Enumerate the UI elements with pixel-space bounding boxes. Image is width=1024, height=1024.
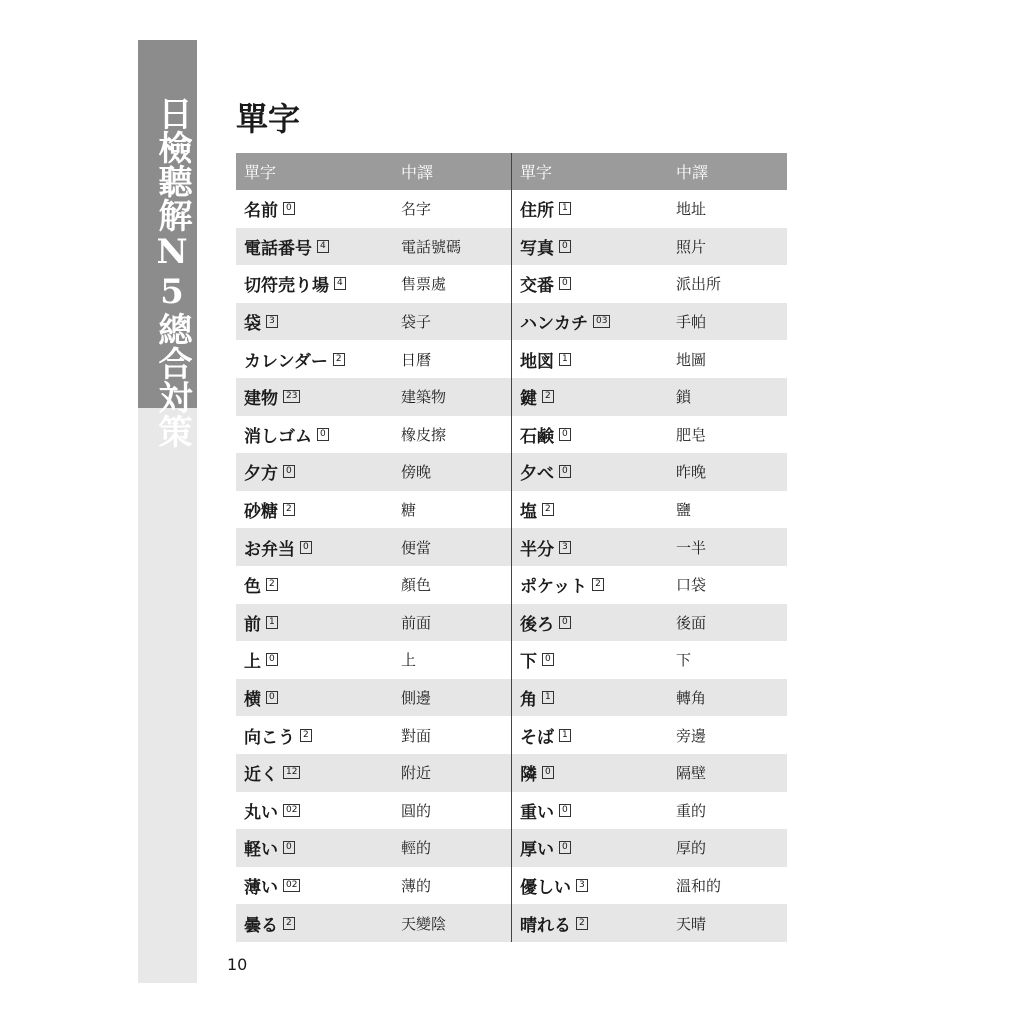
left-translation-cell <box>393 491 511 529</box>
side-title: 日檢聽解N5總合対策 <box>152 96 192 448</box>
left-translation-cell <box>393 340 511 378</box>
translation-text: 照片 <box>676 237 707 256</box>
right-word-cell <box>511 378 668 416</box>
accent-mark: 3 <box>266 315 278 328</box>
right-word-cell <box>511 679 668 717</box>
accent-mark: 0 <box>300 541 312 554</box>
accent-mark: 3 <box>559 541 571 554</box>
right-translation-cell <box>668 792 787 830</box>
right-translation-cell <box>668 491 787 529</box>
accent-mark: 0 <box>317 428 329 441</box>
vocab-word: 上 <box>244 652 261 673</box>
vocab-word: 塩 <box>520 502 537 523</box>
right-word-cell <box>511 754 668 792</box>
translation-text: 溫和的 <box>676 876 722 895</box>
left-translation-cell <box>393 867 511 905</box>
right-word-cell <box>511 303 668 341</box>
vocab-word: 名前 <box>244 201 278 222</box>
right-word-cell <box>511 904 668 942</box>
vocab-word: 電話番号 <box>244 238 312 259</box>
right-translation-cell <box>668 754 787 792</box>
left-translation-cell <box>393 829 511 867</box>
vocab-word: 色 <box>244 577 261 598</box>
translation-text: 天變陰 <box>401 914 447 933</box>
table-row <box>236 716 787 754</box>
right-translation-cell <box>668 716 787 754</box>
accent-mark: 0 <box>559 428 571 441</box>
translation-text: 手帕 <box>676 313 707 332</box>
vocab-word: 前 <box>244 614 261 635</box>
vocab-word: 薄い <box>244 877 278 898</box>
table-row <box>236 528 787 566</box>
translation-text: 對面 <box>401 726 432 745</box>
table-row <box>236 566 787 604</box>
table-row <box>236 453 787 491</box>
translation-text: 昨晚 <box>676 463 707 482</box>
accent-mark: 4 <box>334 277 346 290</box>
left-translation-cell <box>393 378 511 416</box>
right-translation-cell <box>668 416 787 454</box>
translation-text: 地址 <box>676 200 707 219</box>
vocab-word: 軽い <box>244 840 278 861</box>
vocab-word: 袋 <box>244 314 261 335</box>
table-row <box>236 378 787 416</box>
vocab-word: 近く <box>244 765 278 786</box>
translation-text: 一半 <box>676 538 707 557</box>
translation-text: 側邊 <box>401 689 432 708</box>
right-word-cell <box>511 604 668 642</box>
translation-text: 鎖 <box>676 388 692 407</box>
right-translation-cell <box>668 641 787 679</box>
right-word-cell <box>511 265 668 303</box>
accent-mark: 2 <box>576 917 588 930</box>
translation-text: 電話號碼 <box>401 237 462 256</box>
accent-mark: 1 <box>559 202 571 215</box>
left-word-cell <box>236 453 393 491</box>
accent-mark: 02 <box>283 804 300 817</box>
accent-mark: 2 <box>542 390 554 403</box>
vocab-word: 横 <box>244 690 261 711</box>
left-word-cell <box>236 716 393 754</box>
accent-mark: 1 <box>559 353 571 366</box>
table-row <box>236 867 787 905</box>
right-word-cell <box>511 792 668 830</box>
vocab-word: 重い <box>520 802 554 823</box>
left-word-cell <box>236 604 393 642</box>
accent-mark: 3 <box>576 879 588 892</box>
translation-text: 便當 <box>401 538 432 557</box>
table-row <box>236 416 787 454</box>
page-title: 單字 <box>236 100 301 138</box>
left-translation-cell <box>393 716 511 754</box>
translation-text: 重的 <box>676 801 707 820</box>
vocab-word: 夕べ <box>520 464 554 485</box>
vocab-word: 後ろ <box>520 614 554 635</box>
accent-mark: 0 <box>266 691 278 704</box>
left-word-cell <box>236 829 393 867</box>
left-word-cell <box>236 340 393 378</box>
left-word-cell <box>236 378 393 416</box>
vocab-table <box>236 153 787 942</box>
left-translation-cell <box>393 190 511 228</box>
right-word-cell <box>511 528 668 566</box>
translation-text: 前面 <box>401 613 432 632</box>
left-word-cell <box>236 528 393 566</box>
table-row <box>236 340 787 378</box>
left-word-cell <box>236 904 393 942</box>
right-word-cell <box>511 491 668 529</box>
left-translation-cell <box>393 228 511 266</box>
left-translation-cell <box>393 566 511 604</box>
translation-text: 天晴 <box>676 914 707 933</box>
left-translation-cell <box>393 604 511 642</box>
left-word-cell <box>236 416 393 454</box>
accent-mark: 0 <box>559 240 571 253</box>
left-word-cell <box>236 265 393 303</box>
vocab-word: 丸い <box>244 802 278 823</box>
left-translation-cell <box>393 528 511 566</box>
table-row <box>236 904 787 942</box>
left-translation-cell <box>393 416 511 454</box>
table-row <box>236 679 787 717</box>
left-translation-cell <box>393 641 511 679</box>
left-word-cell <box>236 641 393 679</box>
translation-text: 糖 <box>401 501 417 520</box>
accent-mark: 02 <box>283 879 300 892</box>
translation-text: 後面 <box>676 613 707 632</box>
accent-mark: 03 <box>593 315 610 328</box>
translation-text: 隔壁 <box>676 764 707 783</box>
accent-mark: 2 <box>266 578 278 591</box>
right-translation-cell <box>668 303 787 341</box>
vocab-word: カレンダー <box>244 351 328 372</box>
vocab-word: そば <box>520 727 554 748</box>
accent-mark: 1 <box>542 691 554 704</box>
vocab-word: 半分 <box>520 539 554 560</box>
table-row <box>236 190 787 228</box>
right-translation-cell <box>668 867 787 905</box>
right-translation-cell <box>668 604 787 642</box>
vocab-word: 住所 <box>520 201 554 222</box>
translation-text: 旁邊 <box>676 726 707 745</box>
accent-mark: 0 <box>559 616 571 629</box>
vocab-word: 鍵 <box>520 389 537 410</box>
left-word-cell <box>236 754 393 792</box>
translation-text: 日曆 <box>401 350 432 369</box>
translation-text: 名字 <box>401 200 432 219</box>
right-word-cell <box>511 190 668 228</box>
translation-text: 地圖 <box>676 350 707 369</box>
vocab-word: 夕方 <box>244 464 278 485</box>
left-word-cell <box>236 679 393 717</box>
vocab-word: お弁当 <box>244 539 295 560</box>
left-translation-cell <box>393 265 511 303</box>
right-translation-cell <box>668 378 787 416</box>
vocab-word: 消しゴム <box>244 426 312 447</box>
translation-text: 派出所 <box>676 275 722 294</box>
translation-text: 橡皮擦 <box>401 425 447 444</box>
right-word-cell <box>511 566 668 604</box>
vocab-word: 下 <box>520 652 537 673</box>
left-translation-cell <box>393 792 511 830</box>
accent-mark: 23 <box>283 390 300 403</box>
accent-mark: 0 <box>542 653 554 666</box>
vocab-word: 石鹸 <box>520 426 554 447</box>
accent-mark: 0 <box>283 841 295 854</box>
vocab-word: 晴れる <box>520 915 571 936</box>
accent-mark: 4 <box>317 240 329 253</box>
table-row <box>236 491 787 529</box>
left-translation-cell <box>393 453 511 491</box>
accent-mark: 0 <box>559 804 571 817</box>
accent-mark: 0 <box>283 465 295 478</box>
vocab-word: ハンカチ <box>520 314 588 335</box>
vocab-word: 写真 <box>520 238 554 259</box>
vocab-word: 建物 <box>244 389 278 410</box>
right-translation-cell <box>668 679 787 717</box>
translation-text: 袋子 <box>401 313 432 332</box>
translation-text: 薄的 <box>401 876 432 895</box>
accent-mark: 0 <box>266 653 278 666</box>
left-translation-cell <box>393 303 511 341</box>
translation-text: 上 <box>401 651 417 670</box>
accent-mark: 2 <box>542 503 554 516</box>
left-word-cell <box>236 228 393 266</box>
right-word-cell <box>511 416 668 454</box>
header-translation: 中譯 <box>401 163 434 182</box>
accent-mark: 2 <box>333 353 345 366</box>
right-word-cell <box>511 829 668 867</box>
translation-text: 售票處 <box>401 275 447 294</box>
translation-text: 厚的 <box>676 839 707 858</box>
right-translation-cell <box>668 265 787 303</box>
vocab-word: 角 <box>520 690 537 711</box>
right-word-cell <box>511 867 668 905</box>
left-translation-cell <box>393 679 511 717</box>
vocab-word: 曇る <box>244 915 278 936</box>
vocab-word: 優しい <box>520 877 571 898</box>
vocab-word: 地図 <box>520 351 554 372</box>
right-word-cell <box>511 716 668 754</box>
right-translation-cell <box>668 566 787 604</box>
left-word-cell <box>236 491 393 529</box>
translation-text: 附近 <box>401 764 432 783</box>
translation-text: 下 <box>676 651 692 670</box>
accent-mark: 0 <box>559 465 571 478</box>
accent-mark: 0 <box>559 841 571 854</box>
table-row <box>236 265 787 303</box>
table-row <box>236 792 787 830</box>
translation-text: 傍晚 <box>401 463 432 482</box>
right-translation-cell <box>668 228 787 266</box>
translation-text: 建築物 <box>401 388 447 407</box>
right-translation-cell <box>668 528 787 566</box>
vocab-word: 砂糖 <box>244 502 278 523</box>
translation-text: 轉角 <box>676 689 707 708</box>
page-number: 10 <box>227 955 248 974</box>
left-word-cell <box>236 867 393 905</box>
translation-text: 輕的 <box>401 839 432 858</box>
accent-mark: 2 <box>283 917 295 930</box>
accent-mark: 1 <box>266 616 278 629</box>
header-word: 單字 <box>244 163 277 182</box>
accent-mark: 0 <box>542 766 554 779</box>
vocab-word: 隣 <box>520 765 537 786</box>
left-word-cell <box>236 190 393 228</box>
table-row <box>236 754 787 792</box>
vocab-word: ポケット <box>520 577 588 598</box>
table-body <box>236 190 787 942</box>
accent-mark: 2 <box>592 578 604 591</box>
vocab-word: 交番 <box>520 276 554 297</box>
translation-text: 圓的 <box>401 801 432 820</box>
vocab-word: 向こう <box>244 727 295 748</box>
translation-text: 口袋 <box>676 576 707 595</box>
accent-mark: 1 <box>559 729 571 742</box>
translation-text: 肥皂 <box>676 425 707 444</box>
left-translation-cell <box>393 904 511 942</box>
right-translation-cell <box>668 190 787 228</box>
header-word-2: 單字 <box>511 153 668 190</box>
left-word-cell <box>236 566 393 604</box>
vocab-word: 厚い <box>520 840 554 861</box>
accent-mark: 0 <box>559 277 571 290</box>
accent-mark: 0 <box>283 202 295 215</box>
left-word-cell <box>236 303 393 341</box>
right-word-cell <box>511 340 668 378</box>
accent-mark: 2 <box>300 729 312 742</box>
translation-text: 顏色 <box>401 576 432 595</box>
right-translation-cell <box>668 340 787 378</box>
accent-mark: 2 <box>283 503 295 516</box>
table-row <box>236 303 787 341</box>
table-row <box>236 641 787 679</box>
left-translation-cell <box>393 754 511 792</box>
right-translation-cell <box>668 829 787 867</box>
left-word-cell <box>236 792 393 830</box>
accent-mark: 12 <box>283 766 300 779</box>
header-translation-2: 中譯 <box>676 163 709 182</box>
vocab-word: 切符売り場 <box>244 276 329 297</box>
right-word-cell <box>511 641 668 679</box>
right-word-cell <box>511 453 668 491</box>
right-word-cell <box>511 228 668 266</box>
right-translation-cell <box>668 904 787 942</box>
table-row <box>236 604 787 642</box>
table-row <box>236 829 787 867</box>
translation-text: 鹽 <box>676 501 692 520</box>
table-row <box>236 228 787 266</box>
table-header <box>236 153 787 190</box>
right-translation-cell <box>668 453 787 491</box>
